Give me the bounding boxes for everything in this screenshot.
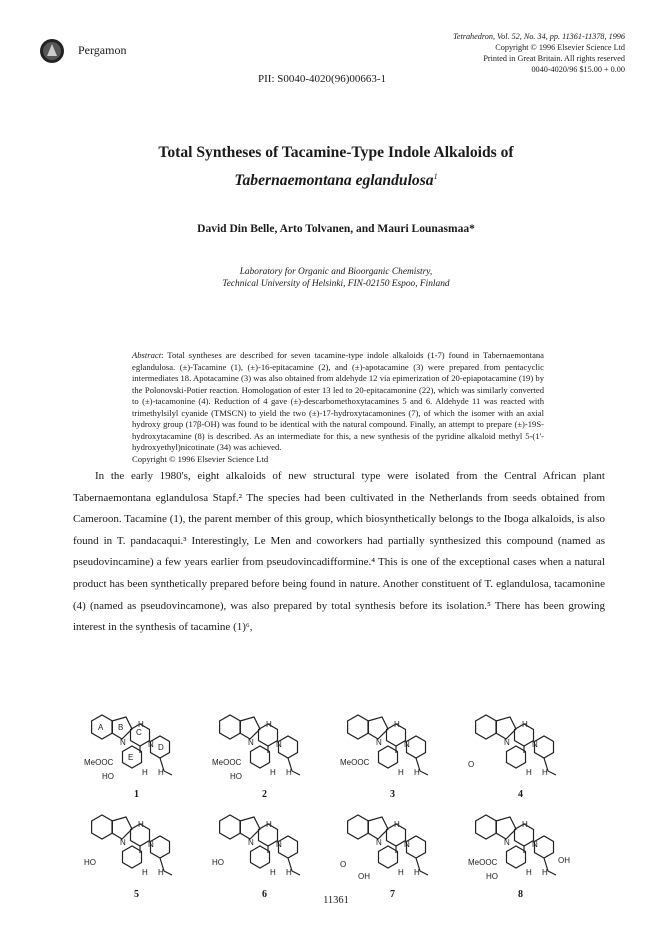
compound-structure-5 (82, 805, 192, 905)
atom-label: N (276, 740, 282, 749)
article-title (0, 141, 672, 193)
printed-line: Printed in Great Britain. All rights reserved (483, 54, 625, 63)
compound-structure-8 (466, 805, 576, 905)
price-line: 0040-4020/96 $15.00 + 0.00 (531, 65, 625, 74)
atom-label: N (376, 738, 382, 747)
atom-label: H (138, 720, 144, 729)
atom-label: OH (358, 872, 370, 881)
atom-label: N (504, 838, 510, 847)
atom-label: N (148, 740, 154, 749)
abstract-copyright: Copyright © 1996 Elsevier Science Ltd (132, 453, 269, 464)
atom-label: H (542, 768, 548, 777)
compound-structure-3 (338, 705, 448, 805)
page-number: 11361 (323, 895, 349, 906)
atom-label: B (118, 723, 124, 732)
atom-label: H (526, 768, 532, 777)
atom-label: N (404, 840, 410, 849)
atom-label: H (398, 768, 404, 777)
title-line-2 (0, 165, 672, 193)
atom-label: H (142, 868, 148, 877)
atom-label: N (148, 840, 154, 849)
atom-label: A (98, 723, 104, 732)
atom-label: O (468, 760, 475, 769)
journal-line: Tetrahedron, Vol. 52, No. 34, pp. 11361-11378, 1996 (453, 32, 625, 41)
atom-label: H (286, 768, 292, 777)
affiliation-line-2: Technical University of Helsinki, FIN-02150 Espoo, Finland (222, 279, 450, 289)
journal-info (453, 31, 625, 75)
atom-label: HO (212, 858, 224, 867)
atom-label: N (376, 838, 382, 847)
atom-label: H (522, 720, 528, 729)
atom-label: HO (230, 772, 242, 781)
atom-label: N (532, 740, 538, 749)
compound-number: 7 (390, 889, 395, 900)
compound-number: 1 (134, 789, 139, 800)
atom-label: N (532, 840, 538, 849)
pii: PII: S0040-4020(96)00663-1 (258, 73, 387, 85)
atom-label: H (522, 820, 528, 829)
body-paragraph: In the early 1980's, eight alkaloids of new structural type were isolated from the Central African plant Tabernaemontana eglandulosa Stapf.² The species had been cultivated in the Netherlands from seeds obtained from Cameroon. Tacamine (1), the parent member of this group, which biosynthetically belongs to the Iboga alkaloids, is also found in T. pandacaqui.³ Interestingly, Le Men and coworkers had partially synthesized this compound (named as pseudovincamine) a few years earlier from pseudovincadifformine.⁴ This is one of the exceptional cases when a natural product has been synthetically prepared before being found in nature. Another constituent of T. eglandulosa, tacamonine (4) (named as pseudovincamone), was also prepared by total synthesis before its isolation.⁵ There has been growing interest in the synthesis of tacamine (1)⁶, (73, 470, 605, 634)
compound-structure-1 (82, 705, 192, 805)
compound-number: 6 (262, 889, 267, 900)
atom-label: O (340, 860, 347, 869)
atom-label: H (286, 868, 292, 877)
copyright-line: Copyright © 1996 Elsevier Science Ltd (495, 43, 625, 52)
atom-label: HO (84, 858, 96, 867)
compound-structure-2 (210, 705, 320, 805)
compound-structure-4 (466, 705, 576, 805)
title-line-1: Total Syntheses of Tacamine-Type Indole Alkaloids of (158, 144, 514, 161)
compound-structure-6 (210, 805, 320, 905)
body-text (73, 466, 605, 639)
atom-label: H (138, 820, 144, 829)
title-footnote: 1 (433, 172, 438, 181)
atom-label: D (158, 743, 164, 752)
atom-label: MeOOC (212, 758, 242, 767)
compound-number: 5 (134, 889, 139, 900)
atom-label: H (270, 768, 276, 777)
compound-structure-7 (338, 805, 448, 905)
atom-label: H (266, 820, 272, 829)
atom-label: N (504, 738, 510, 747)
abstract-text: : Total syntheses are described for seven tacamine-type indole alkaloids (1-7) found in Tabernaemontana eglandulosa. (±)-Tacamine (1), (±)-16-epitacamine (2), and (±)-apotacamine (3) were prepared from pentacyclic intermediates 18. Apotacamine (3) was also obtained from aldehyde 12 via epimerization of 20-epiapotacamine (19) by the Polonovski-Potier reaction. Homologation of ester 13 led to 20-epitacamonine (22), which was similarly converted to (±)-tacamonine (4). Reduction of 4 gave (±)-descarbomethoxytacamines 5 and 6. Aldehyde 11 was reacted with trimethylsilyl cyanide (TMSCN) to yield the two (±)-17-hydroxytacamonines (7), of which the isomer with an axial hydroxy group (17β-OH) was found to be identical with the natural compound. Finally, an attempt to prepare (±)-19S-hydroxytacamine (8) is described. As an intermediate for this, a new synthesis of the pyridine alkaloid methyl 5-(1'-hydroxyethyl)nicotinate (34) was achieved. (132, 350, 544, 452)
author-list: David Din Belle, Arto Tolvanen, and Mauri Lounasmaa* (197, 223, 475, 235)
atom-label: N (276, 840, 282, 849)
atom-label: N (120, 838, 126, 847)
atom-label: H (158, 868, 164, 877)
atom-label: N (248, 738, 254, 747)
compound-number: 4 (518, 789, 523, 800)
title-species: Tabernaemontana eglandulosa (234, 172, 434, 190)
atom-label: OH (558, 856, 570, 865)
atom-label: C (136, 728, 142, 737)
atom-label: MeOOC (468, 858, 498, 867)
atom-label: N (404, 740, 410, 749)
atom-label: H (394, 720, 400, 729)
atom-label: MeOOC (84, 758, 114, 767)
atom-label: N (120, 738, 126, 747)
abstract-label: Abstract (132, 350, 162, 360)
atom-label: H (542, 868, 548, 877)
atom-label: E (128, 753, 134, 762)
compound-number: 8 (518, 889, 523, 900)
abstract (132, 350, 544, 465)
atom-label: H (270, 868, 276, 877)
atom-label: HO (486, 872, 498, 881)
atom-label: H (142, 768, 148, 777)
publisher-name: Pergamon (78, 43, 127, 57)
atom-label: HO (102, 772, 114, 781)
atom-label: H (394, 820, 400, 829)
compound-number: 3 (390, 789, 395, 800)
atom-label: N (248, 838, 254, 847)
structure-figure (82, 705, 582, 915)
atom-label: H (414, 868, 420, 877)
atom-label: H (414, 768, 420, 777)
atom-label: H (398, 868, 404, 877)
compound-number: 2 (262, 789, 267, 800)
affiliation (0, 266, 672, 290)
atom-label: H (526, 868, 532, 877)
atom-label: H (158, 768, 164, 777)
affiliation-line-1: Laboratory for Organic and Bioorganic Chemistry, (239, 267, 433, 277)
atom-label: MeOOC (340, 758, 370, 767)
atom-label: H (266, 720, 272, 729)
elsevier-tree-logo-icon (39, 38, 65, 64)
